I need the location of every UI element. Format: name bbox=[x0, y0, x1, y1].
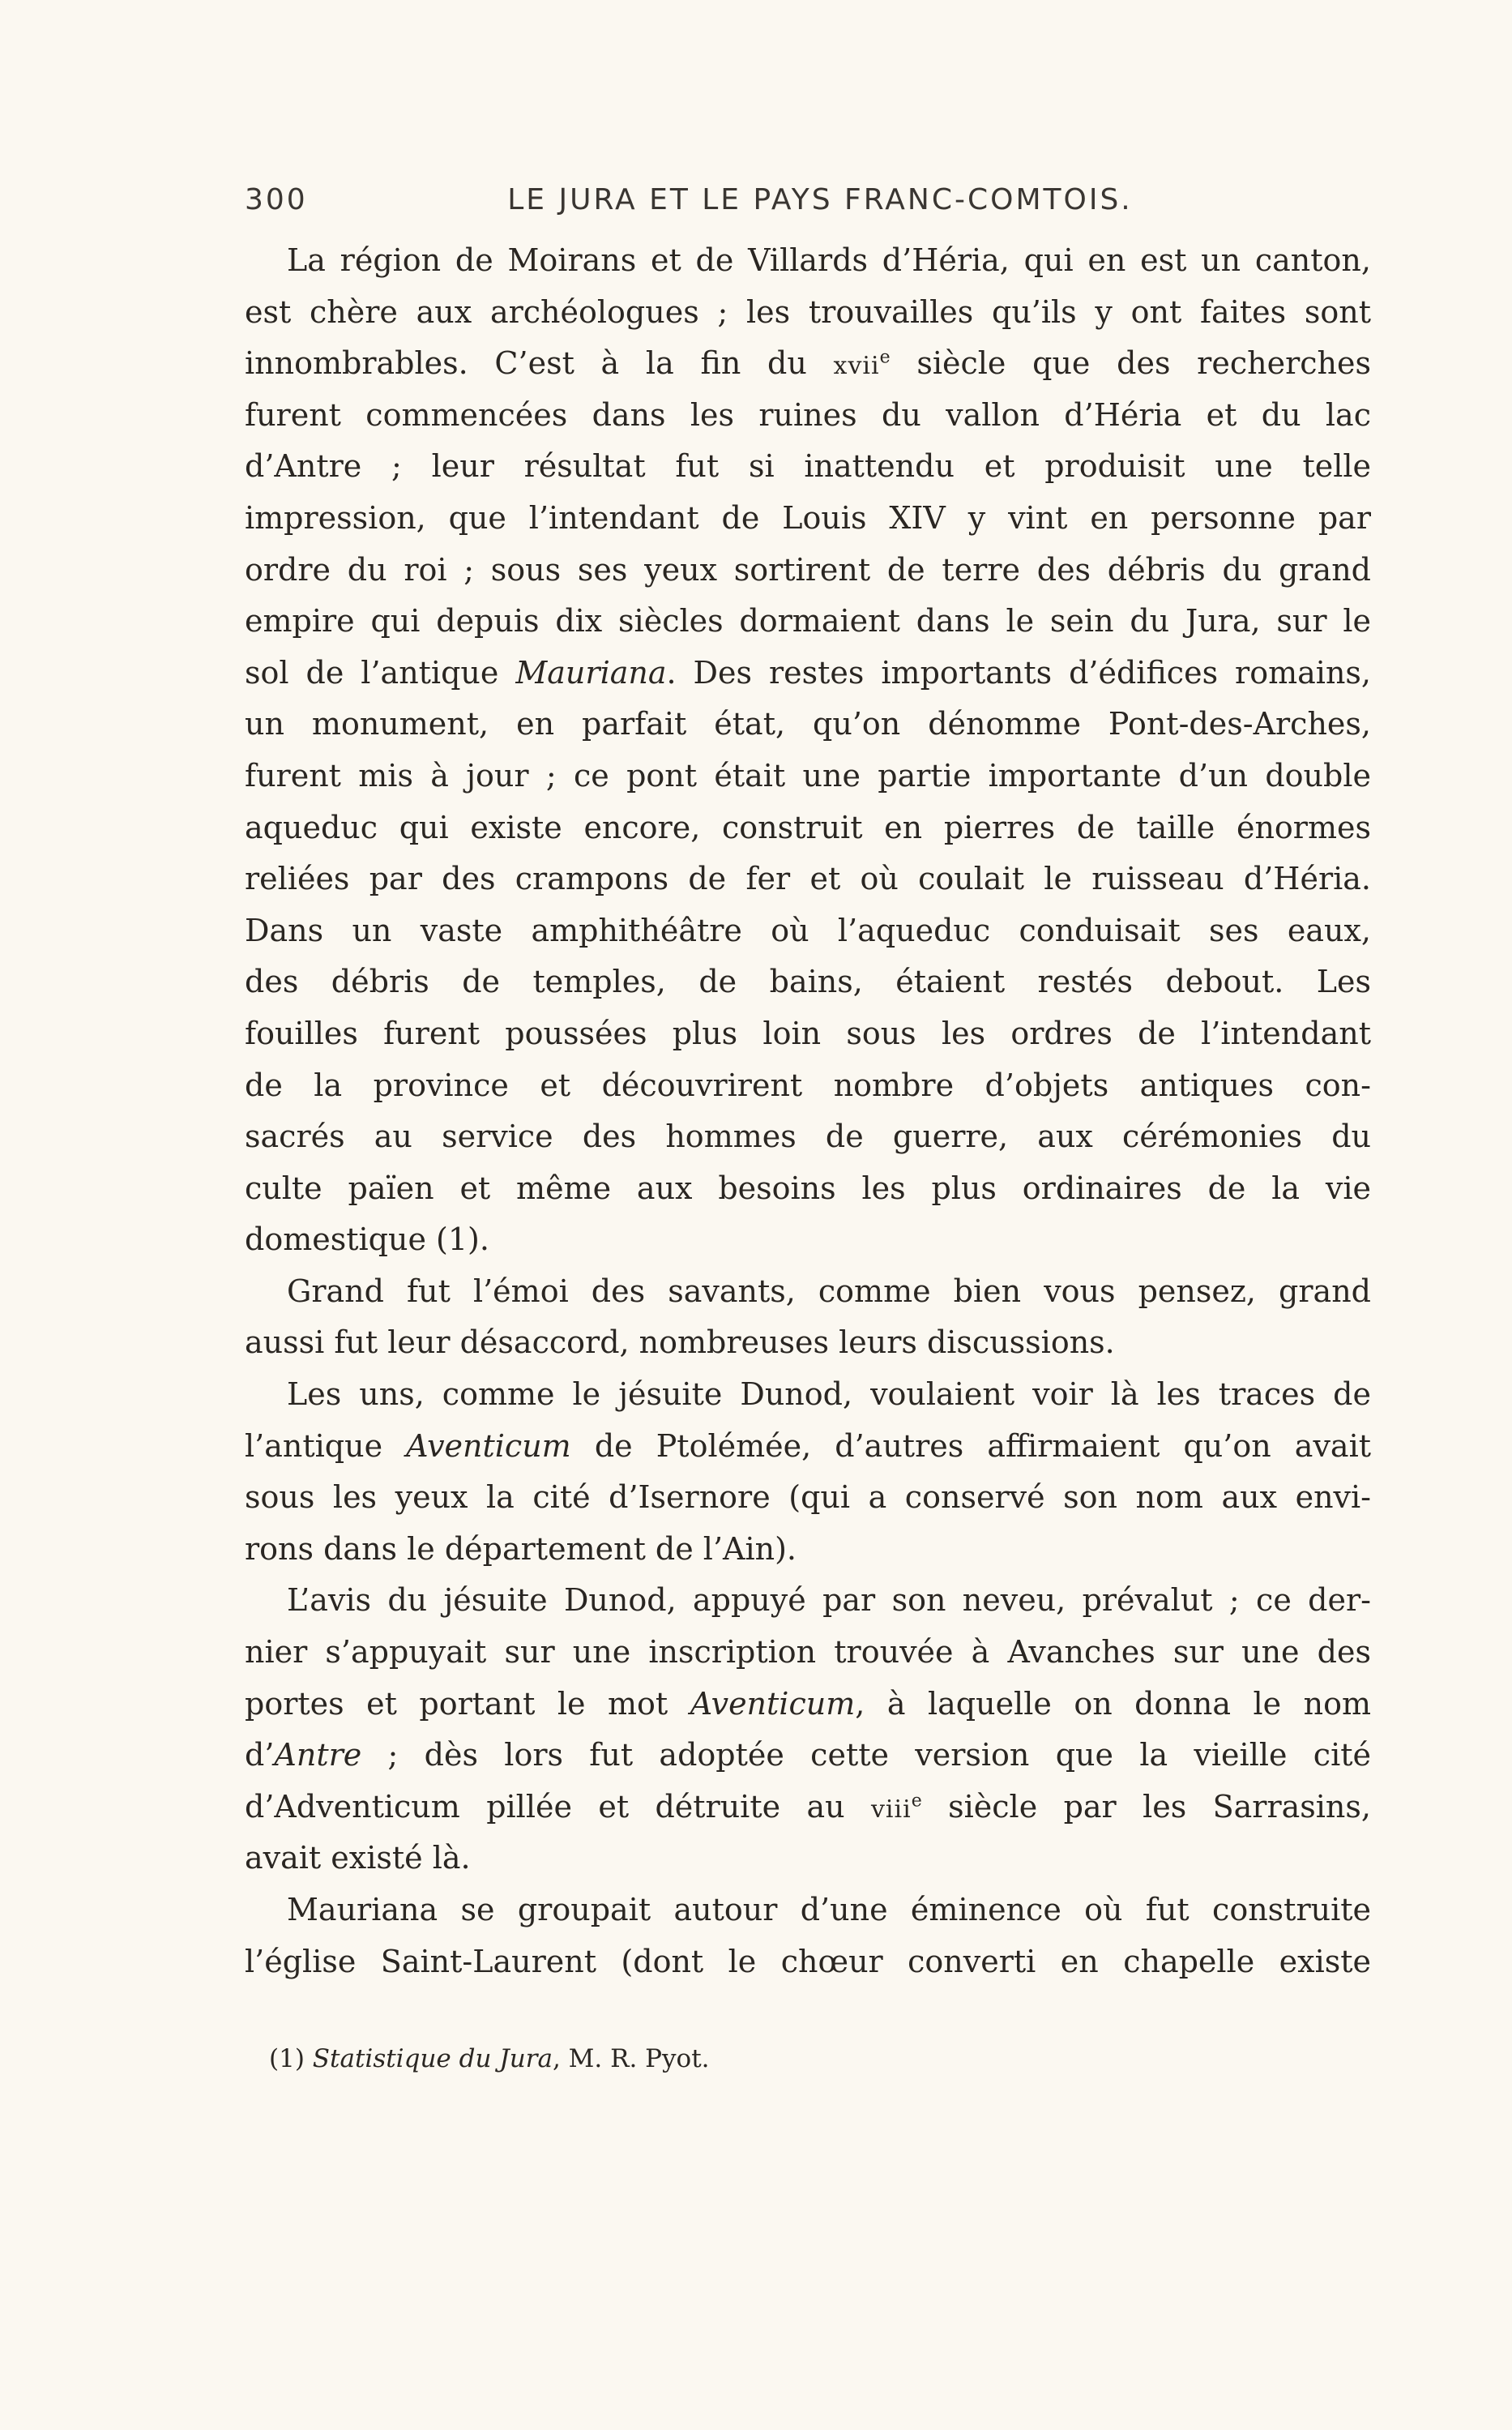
text-line: rons dans le département de l’Ain). bbox=[245, 1530, 797, 1567]
text-line: culte païen et même aux besoins les plus ordinaires de la vie bbox=[245, 1170, 1371, 1206]
text-line: est chère aux archéologues ; les trouvailles qu’ils y ont faites sont bbox=[245, 293, 1371, 330]
text-line: impression, que l’intendant de Louis XIV y vint en personne par bbox=[245, 499, 1371, 536]
text-line: empire qui depuis dix siècles dormaient dans le sein du Jura, sur le bbox=[245, 603, 1371, 640]
text-line: l’antique Aventicum de Ptolémée, d’autres affirmaient qu’on avait bbox=[245, 1427, 1371, 1464]
text-line: sol de l’antique Mauriana. Des restes importants d’édifices romains, bbox=[245, 654, 1371, 691]
text-line: nier s’appuyait sur une inscription trouvée à Avanches sur une des bbox=[245, 1634, 1371, 1671]
text-line: d’Antre ; leur résultat fut si inattendu et produisit une telle bbox=[245, 448, 1371, 485]
text-line: reliées par des crampons de fer et où coulait le ruisseau d’Héria. bbox=[245, 861, 1371, 897]
text-line: l’église Saint-Laurent (dont le chœur converti en chapelle existe bbox=[245, 1943, 1371, 1979]
text-line: Dans un vaste amphithéâtre où l’aqueduc conduisait ses eaux, bbox=[245, 912, 1371, 948]
century-numeral: viii bbox=[870, 1795, 912, 1824]
footnote-source: Statistique du Jura bbox=[312, 2044, 553, 2073]
footnote-marker: (1) bbox=[269, 2044, 313, 2073]
text-line: de la province et découvrirent nombre d’objets antiques con- bbox=[245, 1067, 1371, 1103]
italic-term: Antre bbox=[274, 1737, 362, 1773]
text-line: innombrables. C’est à la fin du xvii$^e$ siècle que des recherches bbox=[245, 345, 1371, 382]
italic-term: Mauriana bbox=[515, 654, 667, 691]
text-line: Les uns, comme le jésuite Dunod, voulaient voir là les traces de bbox=[287, 1376, 1371, 1413]
text-line: La région de Moirans et de Villards d’Héria, qui en est un canton, bbox=[287, 242, 1371, 278]
footnote bbox=[269, 2043, 1322, 2075]
text-line: d’Adventicum pillée et détruite au viii$^e$ siècle par les Sarrasins, bbox=[245, 1788, 1371, 1825]
text-line: furent commencées dans les ruines du vallon d’Héria et du lac bbox=[245, 396, 1371, 433]
text-line: un monument, en parfait état, qu’on dénomme Pont-des-Arches, bbox=[245, 706, 1371, 742]
text-line: Mauriana se groupait autour d’une éminence où fut construite bbox=[287, 1892, 1371, 1927]
text-line: d’Antre ; dès lors fut adoptée cette version que la vieille cité bbox=[245, 1737, 1371, 1773]
text-line: aussi fut leur désaccord, nombreuses leurs discussions. bbox=[245, 1324, 1115, 1361]
text-line: ordre du roi ; sous ses yeux sortirent de terre des débris du grand bbox=[245, 551, 1371, 588]
text-line: furent mis à jour ; ce pont était une partie importante d’un double bbox=[245, 757, 1371, 794]
running-header bbox=[245, 183, 1193, 224]
italic-term: Aventicum bbox=[406, 1427, 571, 1464]
body-text bbox=[245, 235, 1371, 1987]
text-line: fouilles furent poussées plus loin sous les ordres de l’intendant bbox=[245, 1015, 1371, 1051]
text-line: domestique (1). bbox=[245, 1221, 489, 1258]
text-line: sacrés au service des hommes de guerre, aux cérémonies du bbox=[245, 1119, 1371, 1155]
text-line: portes et portant le mot Aventicum, à laquelle on donna le nom bbox=[245, 1685, 1371, 1722]
text-line: L’avis du jésuite Dunod, appuyé par son neveu, prévalut ; ce der- bbox=[287, 1582, 1371, 1619]
text-line: des débris de temples, de bains, étaient restés debout. Les bbox=[245, 964, 1371, 1000]
text-line: Grand fut l’émoi des savants, comme bien vous pensez, grand bbox=[287, 1273, 1371, 1309]
running-title: LE JURA ET LE PAYS FRANC-COMTOIS. bbox=[507, 183, 1133, 216]
text-line: avait existé là. bbox=[245, 1840, 471, 1876]
footnote-author: , M. R. Pyot. bbox=[552, 2044, 710, 2073]
text-line: sous les yeux la cité d’Isernore (qui a conservé son nom aux envi- bbox=[245, 1479, 1371, 1516]
page-number: 300 bbox=[245, 183, 308, 216]
italic-term: Aventicum bbox=[690, 1685, 856, 1722]
century-numeral: xvii bbox=[833, 352, 880, 381]
text-line: aqueduc qui existe encore, construit en pierres de taille énormes bbox=[245, 809, 1371, 845]
